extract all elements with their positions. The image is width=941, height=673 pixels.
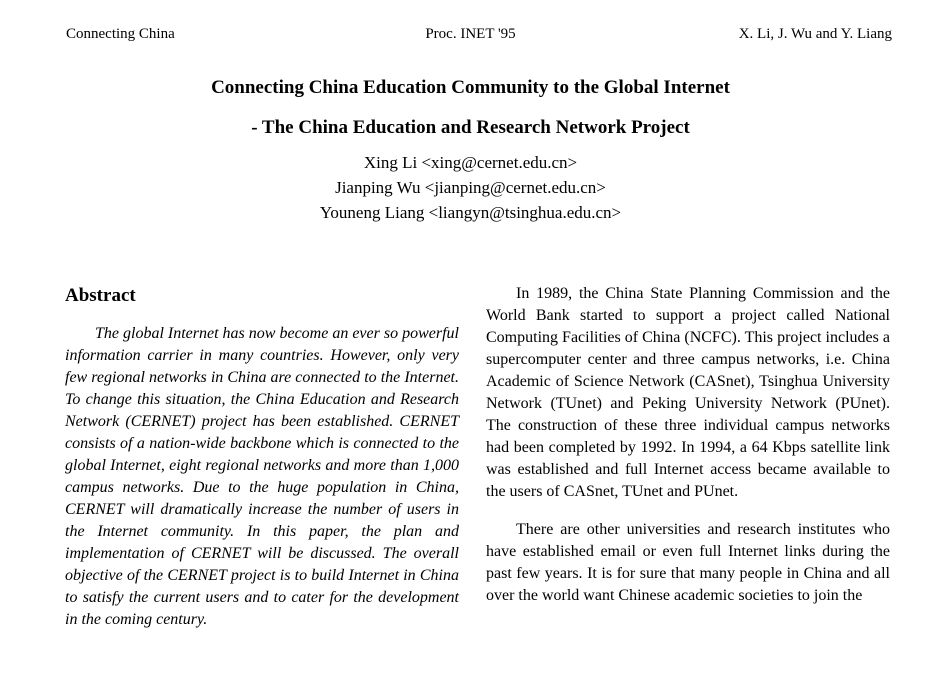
header-authors-short: X. Li, J. Wu and Y. Liang	[738, 26, 892, 42]
body-paragraph-2: There are other universities and research institutes who have established email or even full Internet links during the past few years. It is for sure that many people in China and all over the world want Chinese academic societies to join the	[486, 521, 890, 604]
running-header	[0, 24, 941, 44]
right-column	[486, 283, 890, 631]
author-list	[0, 150, 941, 225]
header-proceedings: Proc. INET '95	[425, 26, 516, 42]
title-block	[0, 76, 941, 156]
header-short-title: Connecting China	[66, 26, 175, 42]
left-column	[65, 283, 459, 631]
author-line: Youneng Liang <liangyn@tsinghua.edu.cn>	[319, 203, 622, 222]
paper-title-line-1: Connecting China Education Community to the Global Internet	[211, 77, 730, 98]
abstract-heading: Abstract	[65, 285, 136, 306]
author-line: Xing Li <xing@cernet.edu.cn>	[363, 153, 578, 172]
paper-title-line-2: - The China Education and Research Network Project	[251, 117, 690, 138]
body-paragraph-1: In 1989, the China State Planning Commission and the World Bank started to support a project called National Computing Facilities of China (NCFC). This project includes a supercomputer center and three campus networks, i.e. China Academic of Science Network (CASnet), Tsinghua University Network (TUnet) and Peking University Network (PUnet). The construction of these three individual campus networks had been completed by 1992. In 1994, a 64 Kbps satellite link was established and full Internet access became available to the users of CASnet, TUnet and PUnet.	[486, 285, 890, 500]
abstract-text: The global Internet has now become an ever so powerful information carrier in many countries. However, only very few regional networks in China are connected to the Internet. To change this situation, the China Education and Research Network (CERNET) project has been established. CERNET consists of a nation-wide backbone which is connected to the global Internet, eight regional networks and more than 1,000 campus networks. Due to the huge population in China, CERNET will dramatically increase the number of users in the Internet community. In this paper, the plan and implementation of CERNET will be discussed. The overall objective of the CERNET project is to build Internet in China to satisfy the current users and to cater for the development in the coming century.	[65, 325, 459, 628]
author-line: Jianping Wu <jianping@cernet.edu.cn>	[335, 178, 606, 197]
two-column-body	[65, 283, 890, 631]
